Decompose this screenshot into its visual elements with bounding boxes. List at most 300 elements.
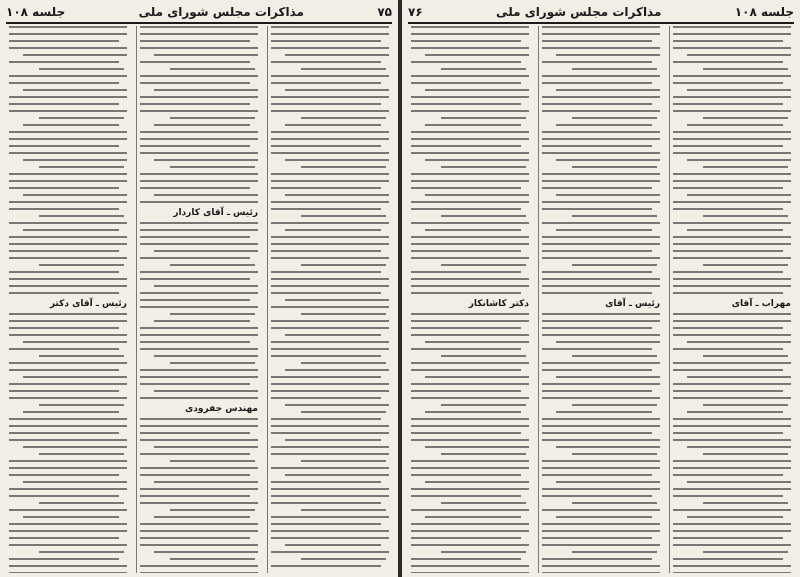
text-line — [140, 523, 258, 525]
text-line — [23, 376, 127, 378]
text-line — [411, 565, 529, 567]
text-line — [425, 411, 521, 413]
text-line — [542, 495, 652, 497]
text-line — [154, 516, 250, 518]
text-line — [301, 313, 386, 315]
text-line — [673, 26, 791, 28]
text-line — [703, 404, 788, 406]
text-line — [271, 236, 389, 238]
text-line — [271, 145, 381, 147]
text-line — [411, 145, 521, 147]
text-line — [556, 89, 660, 91]
text-line — [271, 383, 389, 385]
text-line — [170, 313, 255, 315]
text-line — [140, 299, 250, 301]
text-line — [140, 180, 258, 182]
text-line — [9, 47, 127, 49]
text-line — [23, 159, 127, 161]
text-line — [9, 285, 127, 287]
text-line — [9, 327, 119, 329]
text-line — [411, 285, 529, 287]
text-line — [140, 334, 258, 336]
text-line — [411, 103, 521, 105]
text-line — [703, 68, 788, 70]
text-line — [271, 208, 381, 210]
text-line — [673, 278, 791, 280]
text-line — [9, 243, 127, 245]
text-line — [673, 96, 791, 98]
text-line — [271, 495, 389, 497]
text-line — [140, 397, 258, 399]
text-line — [556, 481, 660, 483]
text-line — [301, 558, 386, 560]
text-line — [140, 145, 250, 147]
text-line — [411, 544, 529, 546]
text-line — [154, 551, 258, 553]
text-line — [673, 82, 783, 84]
text-line — [572, 404, 657, 406]
text-line — [542, 75, 660, 77]
text-line — [301, 362, 386, 364]
text-line — [411, 82, 521, 84]
text-line — [673, 495, 783, 497]
text-line — [39, 551, 124, 553]
text-line — [673, 75, 791, 77]
text-line — [673, 33, 791, 35]
text-line — [9, 152, 127, 154]
text-line — [271, 453, 389, 455]
right-page — [402, 0, 800, 577]
text-line — [411, 474, 521, 476]
text-line — [411, 467, 529, 469]
text-line — [411, 180, 529, 182]
text-line — [285, 229, 381, 231]
text-line — [411, 187, 521, 189]
text-line — [572, 355, 657, 357]
text-line — [542, 418, 660, 420]
text-line — [39, 264, 124, 266]
text-line — [285, 544, 381, 546]
text-line — [687, 229, 783, 231]
text-line — [556, 159, 660, 161]
text-line — [542, 383, 660, 385]
text-line — [140, 61, 250, 63]
text-line — [271, 40, 381, 42]
text-line — [411, 488, 529, 490]
text-line — [542, 236, 660, 238]
speaker-heading: دکتر کاشانکار — [468, 299, 529, 309]
text-line — [411, 208, 521, 210]
text-line — [271, 432, 389, 434]
text-line — [285, 194, 389, 196]
text-line — [542, 96, 660, 98]
text-line — [285, 439, 381, 441]
text-line — [703, 166, 788, 168]
text-line — [9, 187, 119, 189]
text-line — [687, 194, 791, 196]
text-line — [140, 544, 258, 546]
text-line — [411, 75, 529, 77]
speaker-heading: رئیس ـ آقای — [605, 299, 660, 309]
text-line — [542, 530, 660, 532]
text-line — [673, 257, 791, 259]
text-line — [271, 75, 389, 77]
text-line — [687, 376, 791, 378]
text-line — [140, 131, 258, 133]
text-line — [542, 390, 652, 392]
text-line — [140, 173, 258, 175]
text-line — [9, 82, 119, 84]
text-line — [411, 131, 529, 133]
text-line — [285, 54, 389, 56]
text-line — [425, 159, 529, 161]
text-line — [673, 558, 783, 560]
text-line — [140, 96, 258, 98]
text-line — [673, 271, 783, 273]
text-line — [673, 530, 791, 532]
text-column — [538, 26, 663, 573]
text-line — [411, 509, 529, 511]
text-line — [673, 467, 791, 469]
text-line — [411, 362, 529, 364]
text-line — [542, 145, 652, 147]
text-line — [301, 264, 386, 266]
text-line — [542, 292, 652, 294]
text-line — [140, 453, 250, 455]
text-line — [441, 264, 526, 266]
text-line — [285, 159, 389, 161]
text-line — [23, 124, 119, 126]
text-line — [687, 516, 783, 518]
text-line — [411, 257, 529, 259]
text-line — [556, 54, 660, 56]
text-line — [411, 173, 529, 175]
text-line — [411, 152, 529, 154]
text-line — [542, 488, 660, 490]
text-line — [9, 96, 127, 98]
text-line — [572, 453, 657, 455]
text-line — [9, 537, 119, 539]
text-line — [271, 33, 389, 35]
text-line — [285, 89, 389, 91]
text-line — [542, 432, 652, 434]
text-line — [411, 278, 529, 280]
text-line — [9, 278, 127, 280]
text-line — [673, 474, 783, 476]
text-line — [673, 103, 783, 105]
text-line — [170, 68, 255, 70]
text-line — [9, 572, 127, 573]
text-line — [140, 418, 258, 420]
text-line — [140, 103, 250, 105]
text-line — [542, 138, 660, 140]
text-line — [140, 327, 258, 329]
text-line — [542, 201, 660, 203]
text-column — [267, 26, 392, 573]
text-line — [411, 537, 521, 539]
text-line — [271, 110, 389, 112]
text-line — [9, 180, 127, 182]
text-line — [542, 467, 660, 469]
session-number: جلسه ۱۰۸ — [734, 5, 794, 19]
text-line — [9, 383, 127, 385]
text-line — [9, 138, 127, 140]
text-line — [673, 313, 791, 315]
text-line — [140, 502, 258, 504]
text-line — [542, 362, 660, 364]
text-line — [23, 89, 127, 91]
text-line — [425, 341, 529, 343]
speaker-heading: مهراب ـ آقای — [731, 299, 791, 309]
text-line — [703, 453, 788, 455]
text-line — [9, 61, 119, 63]
text-line — [9, 460, 127, 462]
text-line — [140, 243, 258, 245]
text-line — [285, 404, 389, 406]
text-line — [271, 488, 389, 490]
text-line — [411, 243, 529, 245]
text-line — [556, 194, 660, 196]
text-line — [425, 481, 529, 483]
text-line — [441, 215, 526, 217]
text-line — [285, 369, 389, 371]
text-line — [140, 383, 250, 385]
text-line — [542, 250, 652, 252]
text-line — [9, 271, 119, 273]
text-line — [9, 250, 119, 252]
text-line — [673, 152, 791, 154]
text-line — [556, 341, 660, 343]
text-line — [542, 40, 652, 42]
text-line — [9, 362, 127, 364]
text-line — [411, 383, 529, 385]
text-line — [411, 26, 529, 28]
text-line — [301, 411, 386, 413]
text-line — [542, 257, 660, 259]
text-line — [411, 138, 529, 140]
text-line — [411, 110, 529, 112]
text-line — [687, 89, 791, 91]
text-line — [542, 243, 660, 245]
text-line — [673, 544, 791, 546]
text-line — [425, 376, 529, 378]
text-line — [39, 68, 124, 70]
text-line — [271, 138, 389, 140]
text-line — [411, 61, 521, 63]
text-line — [556, 376, 660, 378]
text-line — [542, 285, 660, 287]
text-line — [9, 334, 127, 336]
text-line — [542, 61, 652, 63]
text-line — [425, 124, 521, 126]
text-line — [687, 124, 783, 126]
text-line — [301, 509, 386, 511]
text-line — [140, 152, 258, 154]
text-column — [6, 26, 130, 573]
text-line — [673, 369, 783, 371]
text-line — [140, 369, 258, 371]
text-line — [9, 530, 127, 532]
text-line — [23, 446, 127, 448]
text-line — [9, 397, 127, 399]
text-line — [39, 355, 124, 357]
text-line — [9, 488, 127, 490]
text-line — [271, 537, 389, 539]
text-line — [9, 173, 127, 175]
text-line — [170, 117, 255, 119]
text-line — [542, 110, 660, 112]
text-line — [271, 341, 389, 343]
text-line — [9, 474, 119, 476]
text-line — [542, 537, 652, 539]
text-line — [170, 460, 255, 462]
text-line — [411, 222, 529, 224]
text-line — [673, 61, 783, 63]
text-line — [9, 439, 127, 441]
text-line — [154, 390, 258, 392]
text-line — [271, 502, 381, 504]
text-line — [140, 40, 250, 42]
text-line — [271, 320, 389, 322]
text-line — [411, 271, 521, 273]
text-line — [411, 390, 521, 392]
text-line — [542, 313, 660, 315]
text-line — [703, 551, 788, 553]
text-line — [542, 523, 660, 525]
text-line — [411, 320, 529, 322]
text-line — [9, 544, 127, 546]
text-line — [271, 292, 381, 294]
page-number: ۷۶ — [408, 5, 423, 19]
text-line — [23, 481, 127, 483]
text-line — [9, 75, 127, 77]
text-line — [271, 446, 389, 448]
text-line — [542, 397, 660, 399]
text-line — [9, 236, 127, 238]
text-line — [703, 117, 788, 119]
text-line — [271, 425, 389, 427]
text-line — [9, 33, 127, 35]
text-line — [673, 285, 791, 287]
text-line — [411, 96, 529, 98]
text-line — [542, 131, 660, 133]
text-line — [572, 502, 657, 504]
text-line — [673, 418, 791, 420]
text-line — [673, 320, 791, 322]
text-line — [9, 558, 119, 560]
text-line — [411, 425, 529, 427]
text-line — [154, 446, 258, 448]
text-line — [673, 565, 791, 567]
text-line — [140, 306, 258, 308]
text-line — [542, 208, 652, 210]
text-line — [441, 453, 526, 455]
text-line — [673, 236, 791, 238]
text-line — [425, 194, 529, 196]
text-line — [23, 341, 127, 343]
text-line — [140, 376, 258, 378]
text-line — [9, 103, 119, 105]
text-line — [9, 292, 119, 294]
text-line — [542, 173, 660, 175]
text-line — [542, 320, 660, 322]
text-line — [271, 390, 389, 392]
text-line — [556, 124, 652, 126]
text-line — [9, 145, 119, 147]
text-line — [542, 327, 652, 329]
text-line — [542, 33, 660, 35]
text-line — [425, 54, 529, 56]
text-line — [542, 222, 660, 224]
text-line — [425, 89, 529, 91]
text-line — [271, 250, 381, 252]
text-line — [673, 432, 783, 434]
text-column — [669, 26, 794, 573]
text-line — [425, 229, 521, 231]
text-line — [673, 362, 791, 364]
text-line — [556, 446, 660, 448]
session-number: جلسه ۱۰۸ — [6, 5, 66, 19]
text-line — [170, 558, 255, 560]
text-line — [556, 411, 652, 413]
text-line — [140, 271, 258, 273]
text-line — [154, 320, 250, 322]
text-line — [39, 453, 124, 455]
text-line — [140, 257, 250, 259]
right-page-header — [408, 2, 794, 24]
text-line — [271, 187, 381, 189]
text-line — [170, 166, 255, 168]
text-line — [285, 124, 381, 126]
text-line — [301, 166, 386, 168]
text-line — [9, 418, 127, 420]
text-line — [687, 159, 791, 161]
text-line — [425, 446, 529, 448]
text-line — [703, 264, 788, 266]
text-line — [271, 516, 389, 518]
text-line — [411, 439, 529, 441]
text-line — [271, 96, 389, 98]
text-line — [411, 313, 529, 315]
text-line — [703, 502, 788, 504]
text-line — [271, 271, 381, 273]
text-line — [271, 257, 389, 259]
text-line — [39, 215, 124, 217]
text-line — [542, 544, 660, 546]
text-line — [673, 173, 791, 175]
text-line — [703, 355, 788, 357]
text-line — [542, 474, 652, 476]
text-line — [411, 397, 529, 399]
text-line — [140, 341, 250, 343]
text-line — [542, 509, 660, 511]
text-line — [9, 222, 127, 224]
text-line — [170, 509, 255, 511]
text-line — [411, 572, 529, 573]
text-line — [687, 481, 791, 483]
text-line — [154, 285, 258, 287]
text-line — [285, 334, 381, 336]
text-line — [39, 166, 124, 168]
text-line — [411, 369, 521, 371]
text-line — [542, 278, 660, 280]
text-line — [140, 292, 258, 294]
text-line — [673, 138, 791, 140]
text-line — [572, 215, 657, 217]
text-line — [687, 341, 791, 343]
left-page-header — [6, 2, 392, 24]
text-line — [9, 432, 119, 434]
